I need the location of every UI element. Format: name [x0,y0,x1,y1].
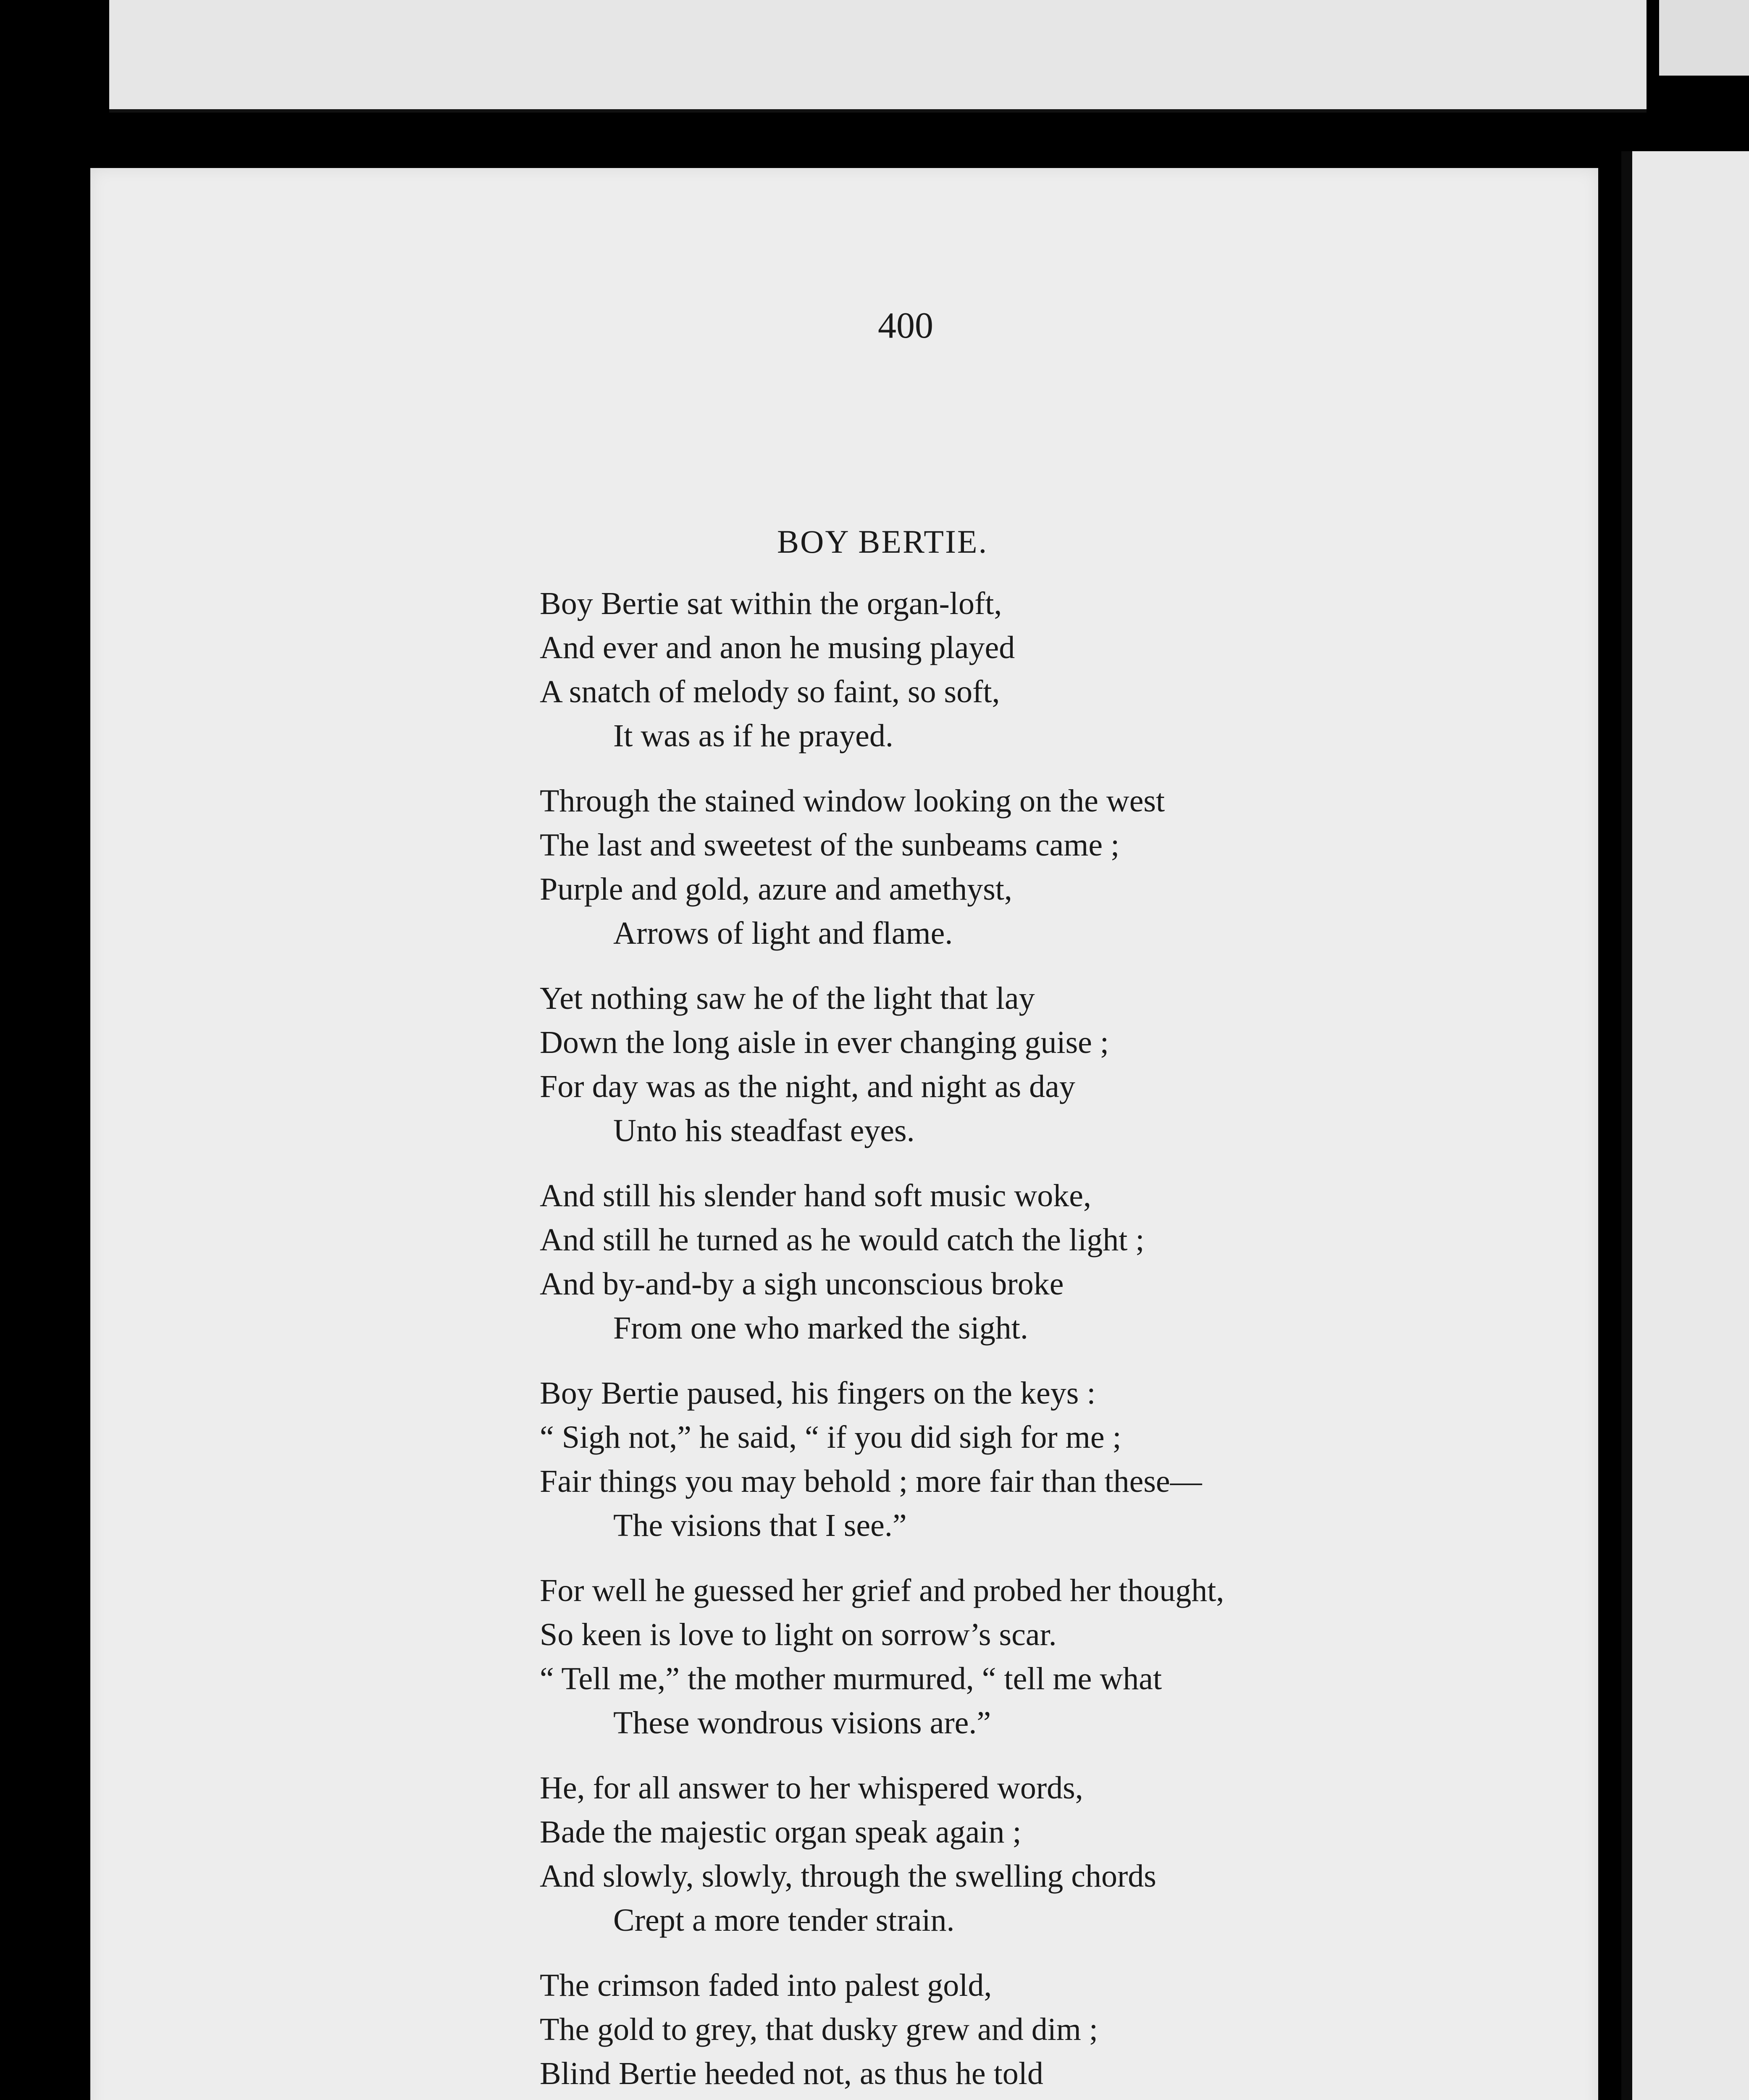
poem-line: Arrows of light and flame. [613,916,953,951]
stanza [540,1766,1464,1942]
stanza [540,1964,1464,2100]
poem-line: The gold to grey, that dusky grew and dim ; [540,2012,1098,2047]
adjacent-page-top [109,0,1647,113]
poem-line: “ Tell me,” the mother murmured, “ tell me what [540,1661,1162,1696]
poem-line: And slowly, slowly, through the swelling chords [540,1858,1156,1894]
poem-body [540,582,1464,2100]
poem-line: The last and sweetest of the sunbeams came ; [540,827,1120,863]
page-number: 400 [878,305,933,346]
poem-line: From one who marked the sight. [613,1310,1028,1346]
poem-line: And ever and anon he musing played [540,630,1015,665]
poem-line: Unto his steadfast eyes. [613,1113,915,1148]
poem-line: And by-and-by a sigh unconscious broke [540,1266,1064,1302]
poem-title: BOY BERTIE. [777,523,988,560]
poem-line: Fair things you may behold ; more fair than these— [540,1464,1202,1499]
poem-line: And still his slender hand soft music woke, [540,1178,1091,1213]
poem-line [540,2096,1464,2100]
poem-line: It was as if he prayed. [613,718,893,753]
stanza [540,582,1464,758]
adjacent-page-top-right [1659,0,1749,76]
poem-line: Blind Bertie heeded not, as thus he told [540,2056,1043,2091]
poem-line: Boy Bertie paused, his fingers on the keys : [540,1376,1096,1411]
poem-line: These wondrous visions are.” [613,1705,991,1740]
poem-line: Yet nothing saw he of the light that lay [540,981,1035,1016]
poem-line: The crimson faded into palest gold, [540,1968,992,2003]
poem-line: So keen is love to light on sorrow’s scar. [540,1617,1057,1652]
adjacent-page-right [1621,151,1749,2100]
poem-line: “ Sigh not,” he said, “ if you did sigh for me ; [540,1420,1121,1455]
poem-line: And still he turned as he would catch the light ; [540,1222,1145,1257]
poem-line: The visions that I see.” [613,1508,907,1543]
poem-line: He, for all answer to her whispered words, [540,1770,1083,1806]
poem-line: Boy Bertie sat within the organ-loft, [540,586,1002,621]
poem-line: Through the stained window looking on the west [540,783,1165,819]
poem-line: Down the long aisle in ever changing guise ; [540,1025,1109,1060]
stanza [540,1371,1464,1548]
stanza [540,779,1464,956]
poem-line: For day was as the night, and night as day [540,1069,1075,1104]
stanza [540,1569,1464,1745]
stanza [540,1174,1464,1350]
poem-line: Bade the majestic organ speak again ; [540,1814,1022,1850]
poem-line: For well he guessed her grief and probed her thought, [540,1573,1224,1608]
poem-line: Purple and gold, azure and amethyst, [540,872,1012,907]
stanza [540,976,1464,1153]
poem-line: Crept a more tender strain. [613,1903,955,1938]
poem-line: A snatch of melody so faint, so soft, [540,674,1000,709]
